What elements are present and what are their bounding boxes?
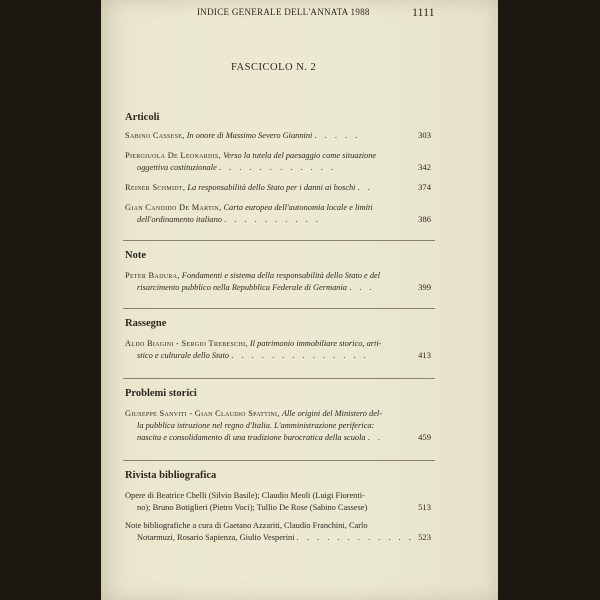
opere-line-1: Opere di Beatrice Chelli (Silvio Basile); Claudio Meoli (Luigi Fiorenti- [125,491,365,500]
entry-title: Fondamenti e sistema della responsabilità dello Stato e del [181,271,381,280]
entry-leader: . . . [349,283,375,292]
toc-entry [125,338,437,362]
entry-title-cont: stico e culturale dello Stato [137,351,230,360]
opere-line-2: no); Bruno Botiglieri (Pietro Voci); Tullio De Rose (Sabino Cassese) [137,503,368,512]
section-title-rassegne: Rassegne [125,318,167,329]
entry-title: La responsabilità dello Stato per i danni ai boschi [187,183,356,192]
entry-author: Gian Candido De Martin, [125,203,222,212]
entry-page: 374 [418,182,431,192]
entry-title-cont: oggettiva costituzionale [137,163,217,172]
toc-entry [125,182,437,194]
entry-page: 303 [418,130,431,140]
divider [123,460,435,461]
entry-title: In onore di Massimo Severo Giannini [186,131,313,140]
section-title-problemi-storici: Problemi storici [125,388,197,399]
entry-title: Alle origini del Ministero del- [281,409,383,418]
section-title-articoli: Articoli [125,112,160,123]
entry-title-cont: risarcimento pubblico nella Repubblica Federale di Germania [137,283,347,292]
entry-leader: . . . . . . . . . . . . [296,533,414,542]
divider [123,378,435,379]
page-number: 1111 [412,5,435,19]
entry-author: Aldo Biagini - Sergio Trebeschi, [125,339,248,348]
entry-leader: . . . . . . . . . . [224,215,321,224]
entry-page: 513 [418,502,431,512]
note-bib-line-1: Note bibliografiche a cura di Gaetano Azzariti, Claudio Franchini, Carlo [125,521,368,530]
toc-entry [125,270,437,294]
toc-entry [125,490,437,514]
toc-entry [125,150,437,174]
entry-author: Reiner Schmidt, [125,183,186,192]
entry-page: 459 [418,432,431,442]
entry-author: Giuseppe Sanviti - Gian Claudio Spattini, [125,409,280,418]
running-head: INDICE GENERALE DELL'ANNATA 1988 [197,7,370,17]
entry-title: Verso la tutela del paesaggio come situazione [223,151,377,160]
entry-leader: . . [357,183,373,192]
toc-entry [125,408,437,444]
book-page [101,0,498,600]
entry-leader: . . . . . . . . . . . . [218,163,337,172]
entry-leader: . . [367,433,383,442]
divider [123,240,435,241]
entry-page: 523 [418,532,431,542]
entry-page: 386 [418,214,431,224]
entry-leader: . . . . . [314,131,361,140]
entry-title-cont: dell'ordinamento italiano [137,215,222,224]
toc-entry [125,130,437,142]
entry-author: Peter Badura, [125,271,180,280]
entry-title-cont: la pubblica istruzione nel regno d'Italia. L'amministrazione periferica: [137,421,375,430]
entry-leader: . . . . . . . . . . . . . . [231,351,369,360]
entry-author: Piergiuola De Leonardis, [125,151,221,160]
section-title-note: Note [125,250,146,261]
toc-entry [125,202,437,226]
note-bib-line-2: Notarmuzi, Rosario Sapienza, Giulio Vesperini [137,533,295,542]
entry-page: 399 [418,282,431,292]
entry-author: Sabino Cassese, [125,131,185,140]
entry-title: Carta europea dell'autonomia locale e limiti [223,203,373,212]
divider [123,308,435,309]
section-title-rivista-bibliografica: Rivista bibliografica [125,470,217,481]
fascicolo-heading: FASCICOLO N. 2 [231,62,317,73]
entry-page: 342 [418,162,431,172]
entry-title-cont: nascita e consolidamento di una tradizione burocratica della scuola [137,433,366,442]
entry-page: 413 [418,350,431,360]
entry-title: Il patrimonio immobiliare storico, arti- [249,339,382,348]
toc-entry [125,520,437,544]
